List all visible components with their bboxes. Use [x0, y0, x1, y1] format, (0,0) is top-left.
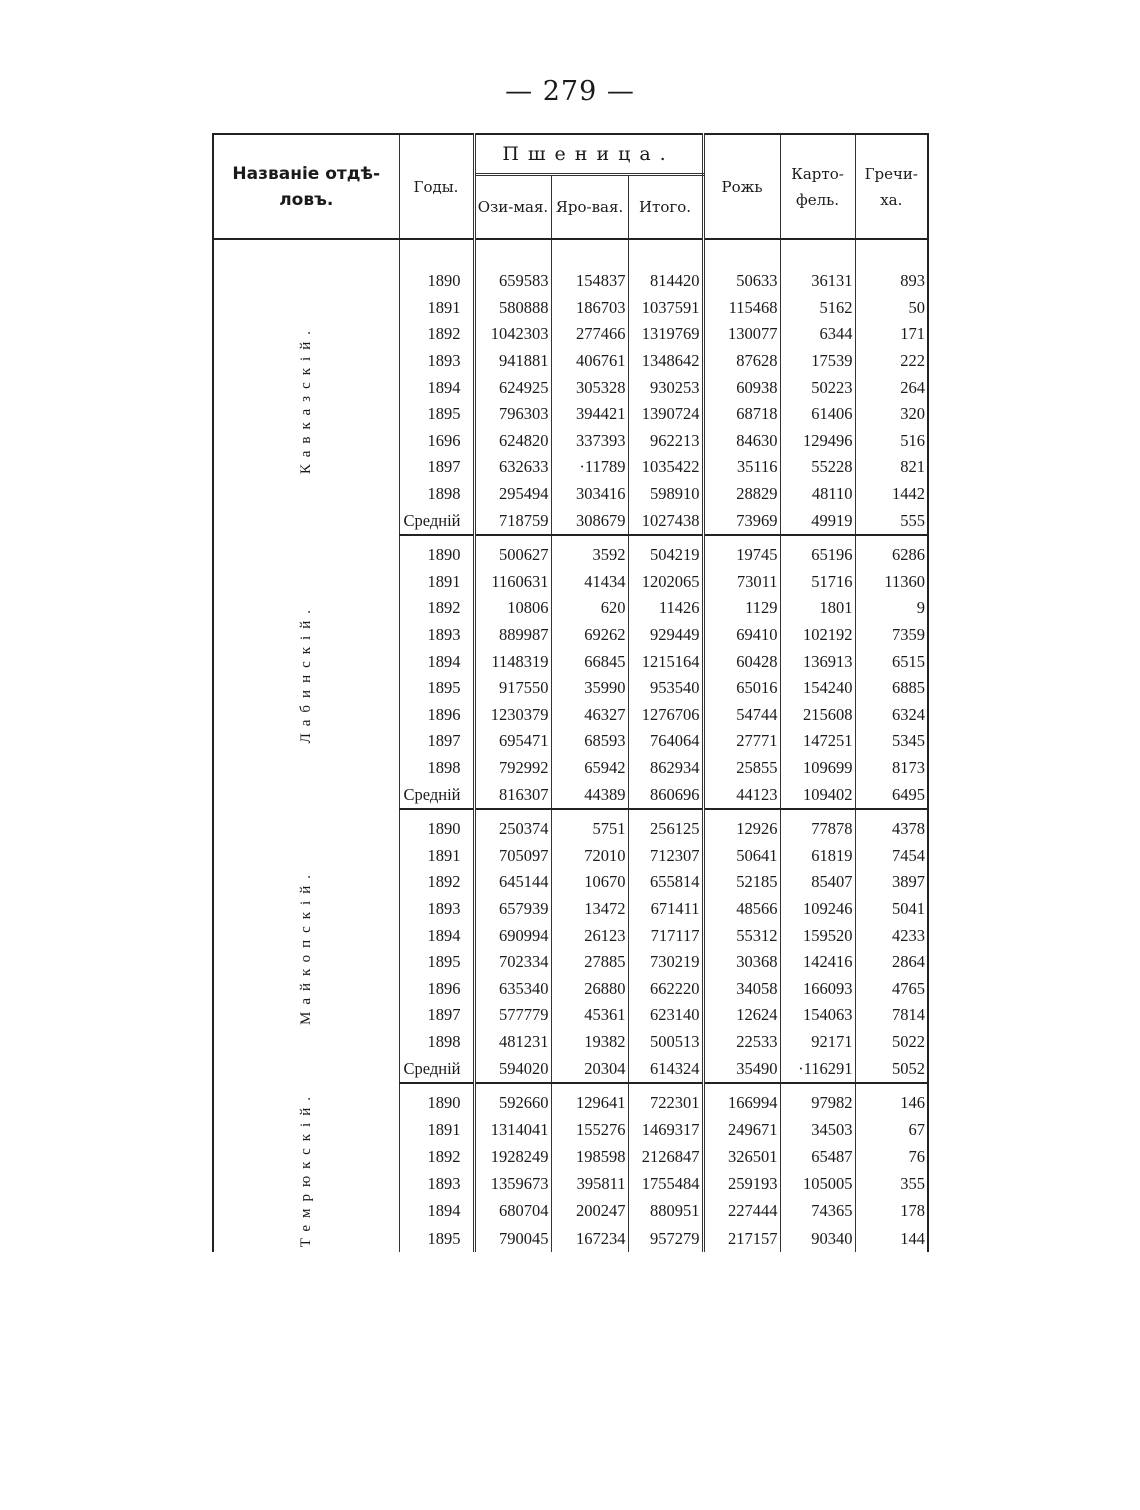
- cell-potato: 136913: [780, 648, 855, 675]
- cell-potato: 1801: [780, 595, 855, 622]
- cell-rye: 55312: [703, 922, 780, 949]
- cell-buckwheat: 7814: [892, 1005, 926, 1025]
- cell-rye: 35490: [703, 1055, 780, 1083]
- cell-spring-wheat: 394421: [551, 401, 628, 428]
- cell-winter-wheat: 1042303: [474, 321, 551, 348]
- cell-potato: 65196: [780, 542, 855, 569]
- cell-potato: 48110: [780, 481, 855, 508]
- table-row: [213, 816, 928, 843]
- cell-year: 1896: [399, 702, 474, 729]
- cell-year: 1892: [399, 595, 474, 622]
- cell-winter-wheat: 592660: [474, 1090, 551, 1117]
- cell-buckwheat: 1442: [892, 484, 926, 504]
- cell-spring-wheat: 19382: [551, 1029, 628, 1056]
- cell-year: 1891: [399, 842, 474, 869]
- cell-year: 1894: [399, 1198, 474, 1225]
- cell-winter-wheat: 702334: [474, 949, 551, 976]
- header-wheat-total: Итого.: [628, 175, 703, 240]
- cell-potato: ·116291: [780, 1055, 855, 1083]
- cell-year: 1891: [399, 1117, 474, 1144]
- cell-potato: 109246: [780, 896, 855, 923]
- cell-potato: 109402: [780, 781, 855, 809]
- table-row: [213, 268, 928, 295]
- cell-wheat-total: 614324: [628, 1055, 703, 1083]
- cell-buckwheat: 5345: [892, 731, 926, 751]
- cell-potato: 6344: [780, 321, 855, 348]
- cell-year: 1893: [399, 622, 474, 649]
- cell-wheat-total: 1202065: [628, 569, 703, 596]
- cell-potato: 49919: [780, 507, 855, 535]
- department-label: Майкопскій.: [297, 868, 314, 1026]
- cell-buckwheat: 171: [900, 324, 926, 344]
- cell-winter-wheat: 481231: [474, 1029, 551, 1056]
- cell-spring-wheat: 13472: [551, 896, 628, 923]
- cell-winter-wheat: 816307: [474, 781, 551, 809]
- cell-year: 1895: [399, 1225, 474, 1252]
- cell-winter-wheat: 295494: [474, 481, 551, 508]
- cell-potato: 159520: [780, 922, 855, 949]
- header-years: Годы.: [399, 134, 474, 239]
- cell-rye: 35116: [703, 454, 780, 481]
- header-potato: Карто-фель.: [780, 134, 855, 239]
- cell-year: 1890: [399, 816, 474, 843]
- cell-potato: 77878: [780, 816, 855, 843]
- cell-buckwheat: 355: [900, 1174, 926, 1194]
- department-section: [213, 809, 928, 1083]
- cell-spring-wheat: 308679: [551, 507, 628, 535]
- cell-potato: 97982: [780, 1090, 855, 1117]
- cell-wheat-total: 1319769: [628, 321, 703, 348]
- cell-year: 1898: [399, 1029, 474, 1056]
- cell-wheat-total: 1755484: [628, 1171, 703, 1198]
- cell-potato: 65487: [780, 1144, 855, 1171]
- cell-rye: 52185: [703, 869, 780, 896]
- cell-buckwheat: 7359: [892, 625, 926, 645]
- cell-rye: 34058: [703, 975, 780, 1002]
- cell-spring-wheat: 20304: [551, 1055, 628, 1083]
- cell-potato: 90340: [780, 1225, 855, 1252]
- cell-potato: 55228: [780, 454, 855, 481]
- crop-statistics-table: [212, 133, 929, 1252]
- cell-buckwheat: 6324: [892, 704, 926, 724]
- cell-buckwheat: 5052: [855, 1055, 928, 1083]
- cell-buckwheat: 893: [900, 271, 926, 291]
- department-section: [213, 239, 928, 535]
- cell-winter-wheat: 695471: [474, 728, 551, 755]
- cell-spring-wheat: 45361: [551, 1002, 628, 1029]
- cell-wheat-total: 953540: [628, 675, 703, 702]
- cell-winter-wheat: 624925: [474, 374, 551, 401]
- department-name: [213, 268, 399, 535]
- cell-buckwheat: 11360: [884, 571, 926, 591]
- cell-spring-wheat: 155276: [551, 1117, 628, 1144]
- cell-winter-wheat: 1148319: [474, 648, 551, 675]
- cell-potato: 36131: [780, 268, 855, 295]
- cell-winter-wheat: 1230379: [474, 702, 551, 729]
- cell-buckwheat: 5022: [892, 1031, 926, 1051]
- cell-wheat-total: 1390724: [628, 401, 703, 428]
- cell-spring-wheat: ·11789: [551, 454, 628, 481]
- cell-winter-wheat: 792992: [474, 755, 551, 782]
- cell-year: 1897: [399, 728, 474, 755]
- cell-year: 1891: [399, 569, 474, 596]
- cell-winter-wheat: 594020: [474, 1055, 551, 1083]
- cell-year: 1892: [399, 321, 474, 348]
- cell-rye: 54744: [703, 702, 780, 729]
- cell-year: 1895: [399, 675, 474, 702]
- cell-rye: 50641: [703, 842, 780, 869]
- cell-rye: 25855: [703, 755, 780, 782]
- cell-potato: 61819: [780, 842, 855, 869]
- cell-potato: 34503: [780, 1117, 855, 1144]
- cell-year: 1895: [399, 401, 474, 428]
- cell-rye: 60938: [703, 374, 780, 401]
- cell-buckwheat: 6515: [892, 651, 926, 671]
- header-department-name: Названіе отдѣ-ловъ.: [213, 134, 399, 239]
- cell-buckwheat: 5041: [892, 898, 926, 918]
- cell-spring-wheat: 26123: [551, 922, 628, 949]
- cell-buckwheat: 76: [908, 1147, 926, 1167]
- cell-spring-wheat: 303416: [551, 481, 628, 508]
- cell-spring-wheat: 129641: [551, 1090, 628, 1117]
- cell-winter-wheat: 1314041: [474, 1117, 551, 1144]
- cell-spring-wheat: 5751: [551, 816, 628, 843]
- cell-winter-wheat: 10806: [474, 595, 551, 622]
- cell-buckwheat: 67: [908, 1120, 926, 1140]
- cell-buckwheat: 4765: [892, 978, 926, 998]
- cell-rye: 84630: [703, 428, 780, 455]
- cell-potato: 142416: [780, 949, 855, 976]
- cell-wheat-total: 655814: [628, 869, 703, 896]
- cell-year: 1897: [399, 454, 474, 481]
- cell-wheat-total: 814420: [628, 268, 703, 295]
- department-name: [213, 542, 399, 809]
- cell-year: Среднiй: [399, 1055, 474, 1083]
- cell-potato: 17539: [780, 348, 855, 375]
- cell-winter-wheat: 577779: [474, 1002, 551, 1029]
- cell-wheat-total: 623140: [628, 1002, 703, 1029]
- cell-spring-wheat: 395811: [551, 1171, 628, 1198]
- cell-wheat-total: 860696: [628, 781, 703, 809]
- cell-buckwheat: 7454: [892, 845, 926, 865]
- cell-potato: 85407: [780, 869, 855, 896]
- cell-winter-wheat: 645144: [474, 869, 551, 896]
- cell-potato: 5162: [780, 295, 855, 322]
- cell-wheat-total: 500513: [628, 1029, 703, 1056]
- cell-winter-wheat: 690994: [474, 922, 551, 949]
- cell-spring-wheat: 66845: [551, 648, 628, 675]
- cell-wheat-total: 957279: [628, 1225, 703, 1252]
- cell-spring-wheat: 198598: [551, 1144, 628, 1171]
- cell-winter-wheat: 917550: [474, 675, 551, 702]
- cell-wheat-total: 730219: [628, 949, 703, 976]
- cell-potato: 61406: [780, 401, 855, 428]
- cell-winter-wheat: 790045: [474, 1225, 551, 1252]
- cell-winter-wheat: 718759: [474, 507, 551, 535]
- cell-potato: 166093: [780, 975, 855, 1002]
- cell-buckwheat: 6885: [892, 678, 926, 698]
- cell-potato: 51716: [780, 569, 855, 596]
- cell-buckwheat: 144: [900, 1228, 926, 1248]
- cell-buckwheat: 555: [855, 507, 928, 535]
- cell-spring-wheat: 69262: [551, 622, 628, 649]
- cell-wheat-total: 671411: [628, 896, 703, 923]
- cell-spring-wheat: 27885: [551, 949, 628, 976]
- cell-rye: 166994: [703, 1090, 780, 1117]
- cell-rye: 44123: [703, 781, 780, 809]
- department-name: [213, 1090, 399, 1252]
- cell-wheat-total: 256125: [628, 816, 703, 843]
- cell-rye: 326501: [703, 1144, 780, 1171]
- cell-wheat-total: 1035422: [628, 454, 703, 481]
- cell-rye: 65016: [703, 675, 780, 702]
- cell-rye: 249671: [703, 1117, 780, 1144]
- cell-spring-wheat: 337393: [551, 428, 628, 455]
- cell-wheat-total: 11426: [628, 595, 703, 622]
- cell-year: 1892: [399, 1144, 474, 1171]
- table-row: [213, 542, 928, 569]
- cell-winter-wheat: 635340: [474, 975, 551, 1002]
- department-label: Кавказскій.: [297, 323, 314, 475]
- cell-year: Среднiй: [399, 507, 474, 535]
- cell-spring-wheat: 154837: [551, 268, 628, 295]
- table-header: [213, 134, 928, 239]
- cell-winter-wheat: 580888: [474, 295, 551, 322]
- cell-rye: 68718: [703, 401, 780, 428]
- cell-wheat-total: 862934: [628, 755, 703, 782]
- cell-year: 1890: [399, 268, 474, 295]
- cell-winter-wheat: 1359673: [474, 1171, 551, 1198]
- cell-year: 1696: [399, 428, 474, 455]
- page-number: — 279 —: [505, 76, 635, 107]
- cell-wheat-total: 598910: [628, 481, 703, 508]
- cell-year: 1894: [399, 648, 474, 675]
- cell-rye: 115468: [703, 295, 780, 322]
- cell-year: 1893: [399, 896, 474, 923]
- cell-potato: 154240: [780, 675, 855, 702]
- cell-winter-wheat: 500627: [474, 542, 551, 569]
- cell-potato: 50223: [780, 374, 855, 401]
- cell-spring-wheat: 406761: [551, 348, 628, 375]
- cell-potato: 74365: [780, 1198, 855, 1225]
- cell-rye: 28829: [703, 481, 780, 508]
- cell-spring-wheat: 167234: [551, 1225, 628, 1252]
- cell-rye: 87628: [703, 348, 780, 375]
- cell-buckwheat: 3897: [892, 872, 926, 892]
- cell-buckwheat: 516: [900, 430, 926, 450]
- cell-wheat-total: 717117: [628, 922, 703, 949]
- cell-spring-wheat: 35990: [551, 675, 628, 702]
- cell-wheat-total: 1037591: [628, 295, 703, 322]
- cell-rye: 12926: [703, 816, 780, 843]
- cell-rye: 30368: [703, 949, 780, 976]
- department-name: [213, 816, 399, 1083]
- cell-rye: 22533: [703, 1029, 780, 1056]
- cell-rye: 12624: [703, 1002, 780, 1029]
- cell-rye: 27771: [703, 728, 780, 755]
- cell-rye: 48566: [703, 896, 780, 923]
- header-spring-wheat: Яро-вая.: [551, 175, 628, 240]
- cell-year: 1893: [399, 348, 474, 375]
- cell-year: 1896: [399, 975, 474, 1002]
- cell-wheat-total: 1215164: [628, 648, 703, 675]
- cell-buckwheat: 8173: [892, 757, 926, 777]
- cell-year: 1891: [399, 295, 474, 322]
- cell-winter-wheat: 1928249: [474, 1144, 551, 1171]
- cell-year: 1895: [399, 949, 474, 976]
- cell-winter-wheat: 796303: [474, 401, 551, 428]
- cell-buckwheat: 222: [900, 351, 926, 371]
- department-section: [213, 1083, 928, 1252]
- cell-buckwheat: 6495: [855, 781, 928, 809]
- cell-wheat-total: 722301: [628, 1090, 703, 1117]
- cell-spring-wheat: 277466: [551, 321, 628, 348]
- cell-winter-wheat: 632633: [474, 454, 551, 481]
- cell-winter-wheat: 250374: [474, 816, 551, 843]
- cell-winter-wheat: 1160631: [474, 569, 551, 596]
- header-rye: Рожь: [703, 134, 780, 239]
- cell-buckwheat: 264: [900, 377, 926, 397]
- header-winter-wheat: Ози-мая.: [474, 175, 551, 240]
- cell-potato: 105005: [780, 1171, 855, 1198]
- cell-rye: 259193: [703, 1171, 780, 1198]
- cell-winter-wheat: 889987: [474, 622, 551, 649]
- cell-year: 1890: [399, 542, 474, 569]
- cell-rye: 227444: [703, 1198, 780, 1225]
- cell-spring-wheat: 305328: [551, 374, 628, 401]
- cell-potato: 154063: [780, 1002, 855, 1029]
- cell-winter-wheat: 657939: [474, 896, 551, 923]
- cell-spring-wheat: 41434: [551, 569, 628, 596]
- table-row: [213, 1090, 928, 1117]
- cell-year: 1892: [399, 869, 474, 896]
- cell-potato: 109699: [780, 755, 855, 782]
- cell-buckwheat: 50: [908, 297, 926, 317]
- cell-rye: 69410: [703, 622, 780, 649]
- cell-spring-wheat: 68593: [551, 728, 628, 755]
- cell-buckwheat: 6286: [892, 545, 926, 565]
- cell-spring-wheat: 72010: [551, 842, 628, 869]
- cell-wheat-total: 1348642: [628, 348, 703, 375]
- cell-wheat-total: 1027438: [628, 507, 703, 535]
- cell-wheat-total: 962213: [628, 428, 703, 455]
- cell-wheat-total: 880951: [628, 1198, 703, 1225]
- cell-wheat-total: 504219: [628, 542, 703, 569]
- cell-spring-wheat: 620: [551, 595, 628, 622]
- cell-potato: 102192: [780, 622, 855, 649]
- cell-potato: 215608: [780, 702, 855, 729]
- cell-wheat-total: 764064: [628, 728, 703, 755]
- cell-buckwheat: 320: [900, 404, 926, 424]
- cell-spring-wheat: 26880: [551, 975, 628, 1002]
- cell-buckwheat: 4378: [892, 819, 926, 839]
- cell-buckwheat: 4233: [892, 925, 926, 945]
- cell-spring-wheat: 186703: [551, 295, 628, 322]
- cell-wheat-total: 712307: [628, 842, 703, 869]
- cell-wheat-total: 2126847: [628, 1144, 703, 1171]
- cell-rye: 73969: [703, 507, 780, 535]
- cell-wheat-total: 1276706: [628, 702, 703, 729]
- cell-year: 1898: [399, 755, 474, 782]
- cell-rye: 130077: [703, 321, 780, 348]
- cell-rye: 60428: [703, 648, 780, 675]
- cell-year: 1894: [399, 374, 474, 401]
- cell-year: 1893: [399, 1171, 474, 1198]
- cell-year: 1894: [399, 922, 474, 949]
- header-wheat: Пшеница.: [474, 134, 703, 175]
- cell-buckwheat: 9: [916, 598, 926, 618]
- cell-rye: 50633: [703, 268, 780, 295]
- department-section: [213, 535, 928, 809]
- cell-potato: 129496: [780, 428, 855, 455]
- cell-winter-wheat: 659583: [474, 268, 551, 295]
- cell-spring-wheat: 200247: [551, 1198, 628, 1225]
- cell-spring-wheat: 46327: [551, 702, 628, 729]
- cell-rye: 217157: [703, 1225, 780, 1252]
- cell-buckwheat: 146: [900, 1093, 926, 1113]
- cell-spring-wheat: 3592: [551, 542, 628, 569]
- cell-rye: 1129: [703, 595, 780, 622]
- cell-spring-wheat: 44389: [551, 781, 628, 809]
- cell-winter-wheat: 624820: [474, 428, 551, 455]
- cell-potato: 92171: [780, 1029, 855, 1056]
- cell-buckwheat: 821: [900, 457, 926, 477]
- cell-spring-wheat: 65942: [551, 755, 628, 782]
- cell-rye: 19745: [703, 542, 780, 569]
- cell-wheat-total: 930253: [628, 374, 703, 401]
- cell-year: Среднiй: [399, 781, 474, 809]
- cell-winter-wheat: 705097: [474, 842, 551, 869]
- cell-buckwheat: 2864: [892, 952, 926, 972]
- cell-wheat-total: 1469317: [628, 1117, 703, 1144]
- cell-year: 1898: [399, 481, 474, 508]
- cell-buckwheat: 178: [900, 1201, 926, 1221]
- cell-wheat-total: 662220: [628, 975, 703, 1002]
- cell-wheat-total: 929449: [628, 622, 703, 649]
- cell-spring-wheat: 10670: [551, 869, 628, 896]
- header-buckwheat: Гречи-ха.: [855, 134, 928, 239]
- cell-rye: 73011: [703, 569, 780, 596]
- cell-year: 1897: [399, 1002, 474, 1029]
- department-label: Лабинскій.: [297, 602, 314, 744]
- department-label: Темрюкскій.: [297, 1089, 314, 1248]
- cell-winter-wheat: 941881: [474, 348, 551, 375]
- cell-potato: 147251: [780, 728, 855, 755]
- cell-year: 1890: [399, 1090, 474, 1117]
- cell-winter-wheat: 680704: [474, 1198, 551, 1225]
